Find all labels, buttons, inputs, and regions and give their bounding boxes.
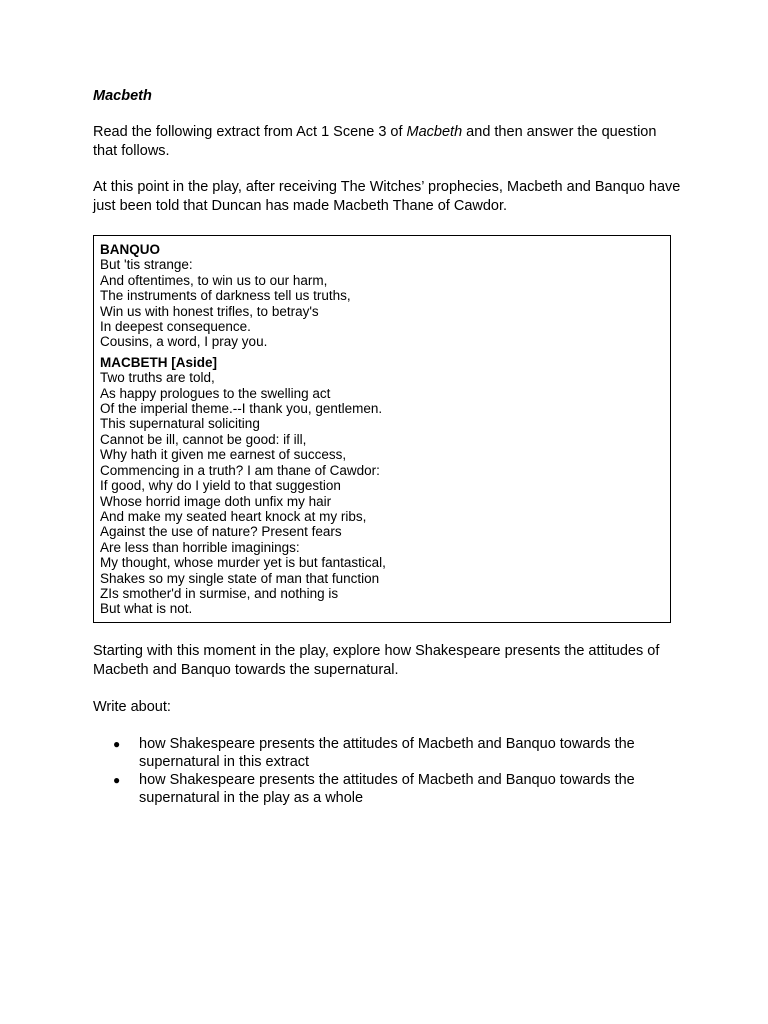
intro-text-before: Read the following extract from Act 1 Scene 3 of [93, 124, 407, 140]
verse-line: Win us with honest trifles, to betray's [100, 303, 319, 319]
list-item [113, 735, 683, 771]
verse-line: This supernatural soliciting [100, 416, 260, 432]
verse-line: Two truths are told, [100, 370, 215, 386]
speaker-name: BANQUO [100, 242, 160, 257]
verse-line: Commencing in a truth? I am thane of Cawdor: [100, 462, 380, 478]
verse-line: If good, why do I yield to that suggestion [100, 478, 341, 494]
intro-paragraph [93, 123, 683, 161]
verse-line: Cousins, a word, I pray you. [100, 334, 268, 350]
context-paragraph: At this point in the play, after receiving The Witches’ prophecies, Macbeth and Banquo have just been told that Duncan has made Macbeth Thane of Cawdor. [93, 179, 681, 214]
bullet-icon: ● [113, 773, 121, 787]
verse-line: Shakes so my single state of man that function [100, 570, 380, 586]
verse-line: Are less than horrible imaginings: [100, 539, 300, 555]
document-title: Macbeth [93, 88, 152, 104]
verse-line: But what is not. [100, 601, 193, 617]
verse-line: And make my seated heart knock at my ribs, [100, 508, 367, 524]
bullet-text: how Shakespeare presents the attitudes of Macbeth and Banquo towards the supernatural in this extract [139, 736, 635, 770]
verse-line: In deepest consequence. [100, 319, 251, 335]
intro-play-title: Macbeth [406, 124, 463, 140]
verse-line: Cannot be ill, cannot be good: if ill, [100, 431, 307, 447]
bullet-list [113, 735, 683, 807]
verse-line: Why hath it given me earnest of success, [100, 447, 347, 463]
write-about-heading: Write about: [93, 699, 171, 715]
speech-banquo [100, 242, 664, 350]
list-item [113, 771, 683, 807]
verse-line: The instruments of darkness tell us truths, [100, 288, 351, 304]
question-paragraph: Starting with this moment in the play, explore how Shakespeare presents the attitudes of Macbeth and Banquo towards the supernatural. [93, 643, 660, 678]
verse-line: But 'tis strange: [100, 257, 193, 273]
speech-macbeth [100, 355, 664, 617]
verse-line: Of the imperial theme.--I thank you, gentlemen. [100, 401, 383, 417]
extract-box [93, 235, 671, 623]
bullet-text: how Shakespeare presents the attitudes of Macbeth and Banquo towards the supernatural in the play as a whole [139, 772, 635, 806]
verse-line: And oftentimes, to win us to our harm, [100, 272, 328, 288]
verse-line: As happy prologues to the swelling act [100, 385, 331, 401]
verse-line: ZIs smother'd in surmise, and nothing is [100, 585, 339, 601]
verse-line: Against the use of nature? Present fears [100, 524, 342, 540]
speaker-name: MACBETH [Aside] [100, 354, 217, 370]
intro-text-after: and then answer the question that follows. [93, 124, 657, 159]
bullet-icon: ● [113, 737, 121, 751]
verse-line: My thought, whose murder yet is but fantastical, [100, 555, 386, 571]
verse-line: Whose horrid image doth unfix my hair [100, 493, 332, 509]
